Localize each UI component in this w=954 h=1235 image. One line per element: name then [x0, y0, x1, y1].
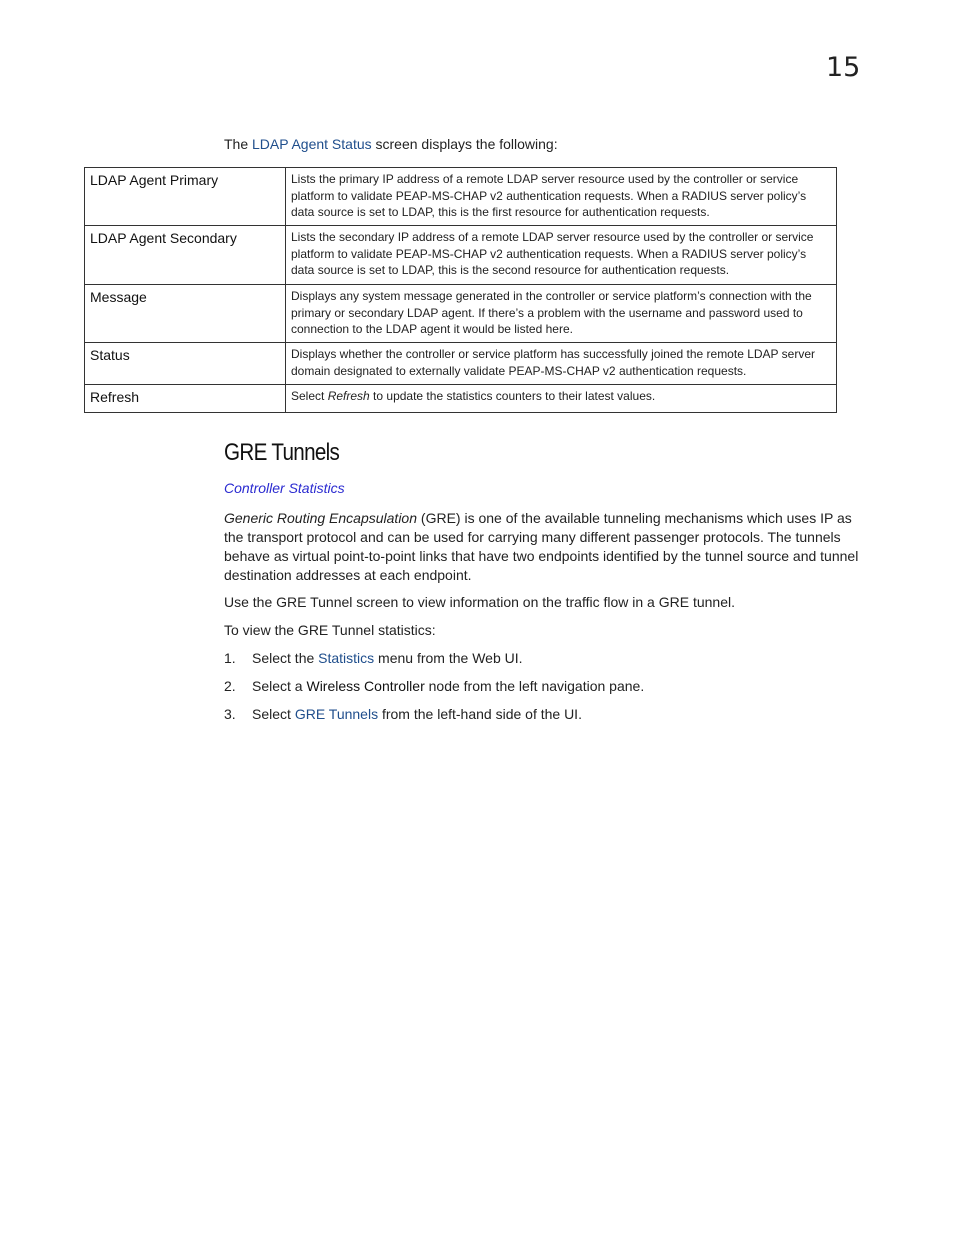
- step-number: 1.: [224, 650, 236, 666]
- step-suffix: from the left-hand side of the UI.: [378, 706, 582, 722]
- row-term: Refresh: [85, 385, 286, 413]
- table-row: [85, 343, 837, 385]
- step-number: 3.: [224, 706, 236, 722]
- row-description: [286, 385, 837, 413]
- list-item: [224, 677, 644, 705]
- chapter-number: 15: [826, 52, 861, 83]
- intro-prefix: The: [224, 136, 253, 152]
- refresh-desc-emphasis: Refresh: [327, 389, 370, 403]
- intro-sentence: [224, 136, 558, 152]
- step-suffix: menu from the Web UI.: [374, 650, 523, 666]
- steps-list: [224, 649, 644, 733]
- step-prefix: Select: [252, 706, 295, 722]
- steps-intro-paragraph: To view the GRE Tunnel statistics:: [224, 622, 436, 638]
- table-row: [85, 226, 837, 285]
- gre-tunnels-link[interactable]: GRE Tunnels: [294, 706, 379, 722]
- controller-statistics-link[interactable]: Controller Statistics: [224, 480, 345, 496]
- statistics-menu-link[interactable]: Statistics: [318, 650, 375, 666]
- row-description: Displays whether the controller or service platform has successfully joined the remote LDAP server domain designated to externally validate PEAP-MS-CHAP v2 authentication requests.: [286, 343, 837, 385]
- row-term: LDAP Agent Secondary: [85, 226, 286, 285]
- step-prefix: Select the: [252, 650, 319, 666]
- list-item: [224, 649, 644, 677]
- step-number: 2.: [224, 678, 236, 694]
- table-row: [85, 385, 837, 413]
- step-prefix: Select a: [252, 678, 307, 694]
- ldap-agent-status-link[interactable]: LDAP Agent Status: [252, 136, 372, 152]
- gre-term-emphasis: Generic Routing Encapsulation: [224, 510, 418, 526]
- refresh-desc-suffix: to update the statistics counters to their latest values.: [369, 389, 656, 403]
- row-description: Lists the secondary IP address of a remote LDAP server resource used by the controller or service platform to validate PEAP-MS-CHAP v2 authentication requests. When a RADIUS server policy’s data source is set to LDAP, this is the second resource for authentication requests.: [286, 226, 837, 285]
- row-description: Displays any system message generated in the controller or service platform’s connection with the primary or secondary LDAP agent. If there’s a problem with the username and password used to connection to the LDAP agent it would be listed here.: [286, 285, 837, 343]
- section-heading: GRE Tunnels: [224, 439, 340, 466]
- row-description: Lists the primary IP address of a remote LDAP server resource used by the controller or service platform to validate PEAP-MS-CHAP v2 authentication requests. When a RADIUS server policy’s data source is set to LDAP, this is the first resource for authentication requests.: [286, 168, 837, 226]
- refresh-desc-prefix: Select: [291, 389, 328, 403]
- table-row: [85, 168, 837, 226]
- row-term: LDAP Agent Primary: [85, 168, 286, 226]
- row-term: Status: [85, 343, 286, 385]
- list-item: [224, 705, 644, 733]
- gre-description-text: (GRE) is one of the available tunneling mechanisms which uses IP as the transport protocol and can be used for carrying many different passenger protocols. The tunnels behave as virtual point-to-point links that have two endpoints identified by the tunnel source and tunnel destination addresses at each endpoint.: [224, 510, 859, 583]
- wireless-controller-term: Wireless Controller: [306, 678, 425, 694]
- row-term: Message: [85, 285, 286, 343]
- intro-suffix: screen displays the following:: [371, 136, 558, 152]
- gre-usage-paragraph: Use the GRE Tunnel screen to view information on the traffic flow in a GRE tunnel.: [224, 594, 735, 610]
- gre-description-paragraph: [224, 509, 869, 585]
- ldap-status-table: [84, 167, 837, 413]
- step-suffix: node from the left navigation pane.: [424, 678, 645, 694]
- table-row: [85, 285, 837, 343]
